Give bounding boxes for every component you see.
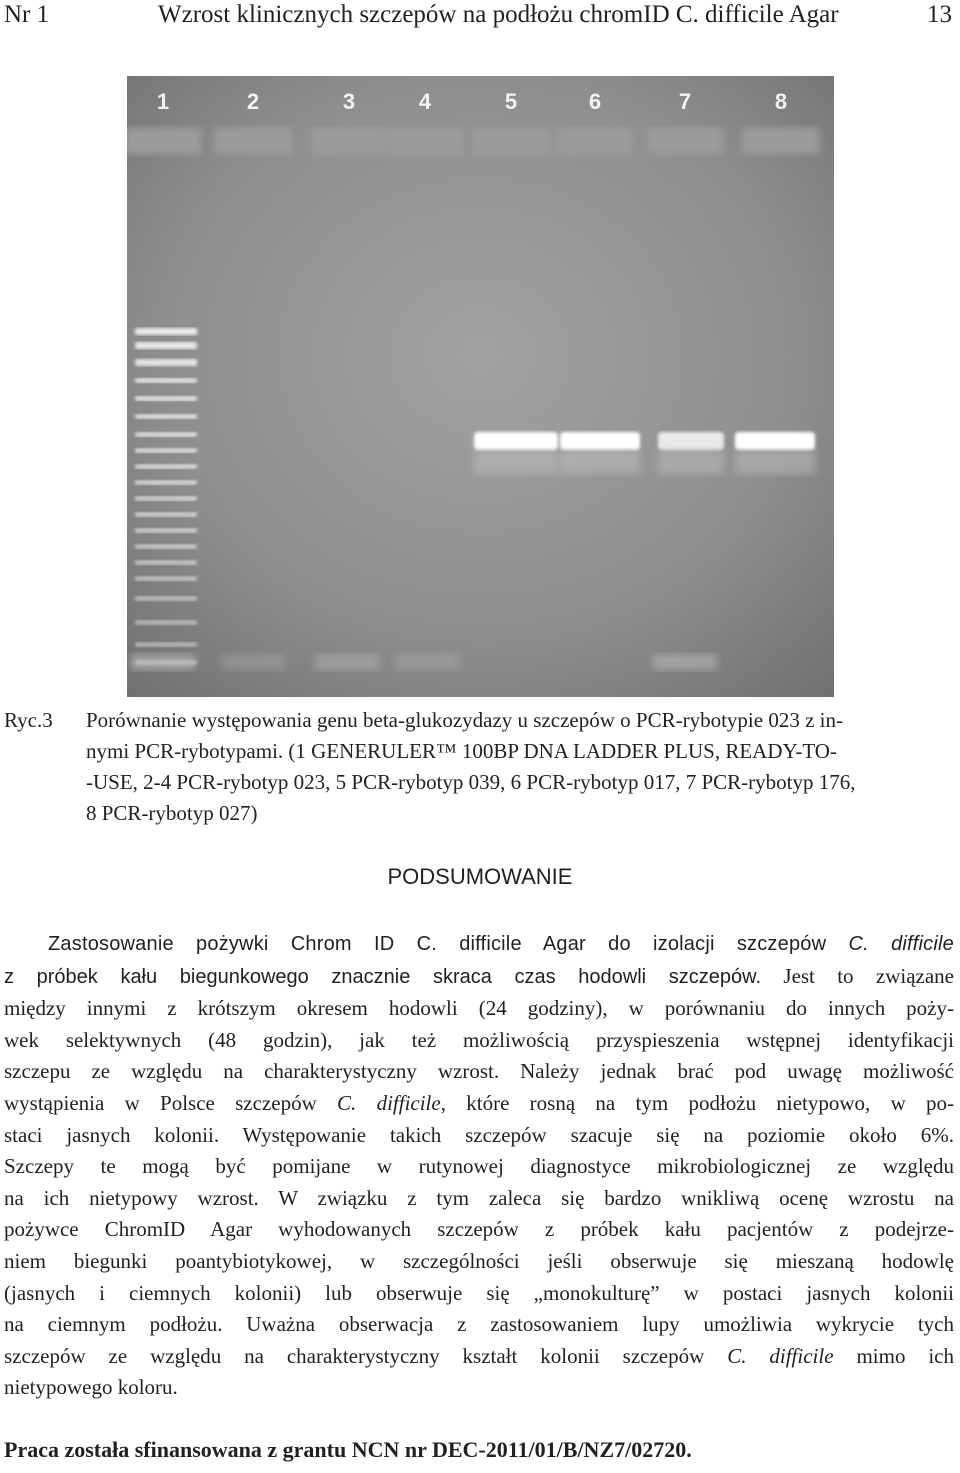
gel-electrophoresis-image: [127, 76, 834, 697]
ladder-band: [135, 414, 197, 419]
text-run: na ciemnym podłożu. Uważna obserwacja z zastosowaniem lupy umożliwia wykrycie tych: [4, 1312, 954, 1337]
body-paragraph: [4, 929, 954, 1404]
text-run: szczepów ze względu na charakterystyczny kształt kolonii szczepów: [4, 1343, 728, 1368]
lane-label: 4: [418, 89, 432, 114]
text-run: między innymi z krótszym okresem hodowli (24 godziny), w porównaniu do innych poży-: [4, 996, 954, 1021]
pcr-band: [658, 432, 724, 450]
text-run: Jest to związane: [783, 963, 955, 988]
ladder-band: [135, 448, 197, 453]
section-heading: PODSUMOWANIE: [387, 864, 573, 889]
ladder-band: [135, 342, 197, 349]
lane-label: 7: [678, 89, 692, 114]
text-run: , które rosną na tym podłożu nietypowo, w po-: [440, 1090, 955, 1115]
text-run: staci jasnych kolonii. Występowanie takich szczepów szacuje się na poziomie około 6%.: [4, 1122, 954, 1147]
ladder-band: [135, 396, 197, 401]
pcr-band: [735, 432, 815, 450]
ladder-band: [135, 512, 197, 517]
band-smear: [735, 450, 815, 474]
body-line: [4, 1120, 954, 1152]
text-run: szczepu ze względu na charakterystyczny wzrost. Należy jednak brać pod uwagę możliwość: [4, 1059, 954, 1084]
lane-label: 5: [504, 89, 518, 114]
text-run: na ich nietypowy wzrost. W związku z tym zaleca się bardzo wnikliwą ocenę wzrostu na: [4, 1185, 954, 1210]
caption-line: -USE, 2-4 PCR-rybotyp 023, 5 PCR-rybotyp 039, 6 PCR-rybotyp 017, 7 PCR-rybotyp 176,: [86, 770, 856, 794]
gel-well: [557, 128, 633, 154]
text-run: wek selektywnych (48 godzin), jak też możliwością przyspieszenia wstępnej identyfikacji: [4, 1027, 954, 1052]
ladder-band: [135, 328, 197, 335]
gel-well: [647, 128, 723, 154]
body-line: [4, 993, 954, 1025]
running-title: Wzrost klinicznych szczepów na podłożu chromID C. difficile Agar: [158, 1, 839, 28]
lane-label: 3: [342, 89, 356, 114]
gel-smudge: [315, 654, 379, 670]
ladder-band: [135, 620, 197, 625]
gel-smudge: [653, 654, 717, 670]
gel-well: [215, 128, 291, 154]
body-line: [4, 1246, 954, 1278]
text-run: (jasnych i ciemnych kolonii) lub obserwuje się „monokulturę” w postaci jasnych kolonii: [4, 1280, 954, 1305]
body-line: [4, 1025, 954, 1057]
body-line: [4, 1151, 954, 1183]
gel-well: [127, 128, 201, 154]
ladder-band: [135, 544, 197, 549]
issue-number: Nr 1: [4, 1, 50, 28]
text-run: z próbek kału biegunkowego znacznie skraca czas hodowli szczepów.: [4, 965, 762, 988]
caption-line: 8 PCR-rybotyp 027): [86, 801, 258, 825]
ladder-band: [135, 359, 197, 366]
ladder-band: [135, 378, 197, 383]
text-run: Szczepy te mogą być pomijane w rutynowej diagnostyce mikrobiologicznej ze względu: [4, 1154, 954, 1179]
text-run: nietypowego koloru.: [4, 1375, 178, 1400]
species-name: C. difficile: [727, 1343, 834, 1368]
lane-label: 8: [774, 89, 788, 114]
body-line: [4, 961, 954, 994]
figure-caption: [86, 705, 954, 829]
ladder-band: [135, 496, 197, 501]
figure-label: Ryc.3: [4, 708, 53, 732]
band-smear: [560, 450, 640, 474]
text-run: niem biegunki poantybiotykowej, w szczególności jeśli obserwuje się mieszaną hodowlę: [4, 1248, 954, 1273]
lane-label: 2: [246, 89, 260, 114]
gel-smudge: [131, 654, 195, 670]
ladder-band: [135, 596, 197, 601]
band-smear: [474, 450, 558, 474]
gel-smudge: [221, 654, 285, 670]
gel-well: [387, 128, 463, 154]
pcr-band: [560, 432, 640, 450]
page-number: 13: [927, 1, 952, 28]
ladder-band: [135, 528, 197, 533]
species-name: C. difficile: [848, 933, 954, 955]
gel-well: [473, 128, 549, 154]
body-line: [4, 1309, 954, 1341]
ladder-band: [135, 560, 197, 565]
caption-line: nymi PCR-rybotypami. (1 GENERULER™ 100BP DNA LADDER PLUS, READY-TO-: [86, 739, 837, 763]
band-smear: [658, 450, 724, 474]
ladder-band: [135, 464, 197, 469]
pcr-band: [474, 432, 558, 450]
body-line: [4, 1214, 954, 1246]
body-line: [4, 1183, 954, 1215]
lane-label: 1: [156, 89, 170, 114]
species-name: C. difficile: [337, 1090, 441, 1115]
body-line: [4, 1088, 954, 1120]
caption-line: Porównanie występowania genu beta-glukozydazy u szczepów o PCR-rybotypie 023 z in-: [86, 708, 843, 732]
ladder-band: [135, 480, 197, 485]
body-line: [4, 1341, 954, 1373]
ladder-band: [135, 642, 197, 647]
lane-label: 6: [588, 89, 602, 114]
ladder-band: [135, 576, 197, 581]
gel-background: [127, 76, 834, 697]
gel-well: [311, 128, 387, 154]
text-run: pożywce ChromID Agar wyhodowanych szczepów z próbek kału pacjentów z podejrze-: [4, 1217, 954, 1242]
text-run: mimo ich: [833, 1343, 955, 1368]
text-run: wystąpienia w Polsce szczepów: [4, 1090, 338, 1115]
body-line: [4, 1278, 954, 1310]
funding-note: Praca została sfinansowana z grantu NCN nr DEC-2011/01/B/NZ7/02720.: [4, 1437, 692, 1462]
body-line: [4, 929, 954, 961]
ladder-band: [135, 432, 197, 437]
body-line: [4, 1372, 954, 1404]
text-run: Zastosowanie pożywki Chrom ID C. difficile Agar do izolacji szczepów: [48, 933, 849, 955]
gel-well: [743, 128, 819, 154]
gel-smudge: [395, 654, 459, 670]
body-line: [4, 1056, 954, 1088]
gel-graphic: [127, 76, 834, 697]
